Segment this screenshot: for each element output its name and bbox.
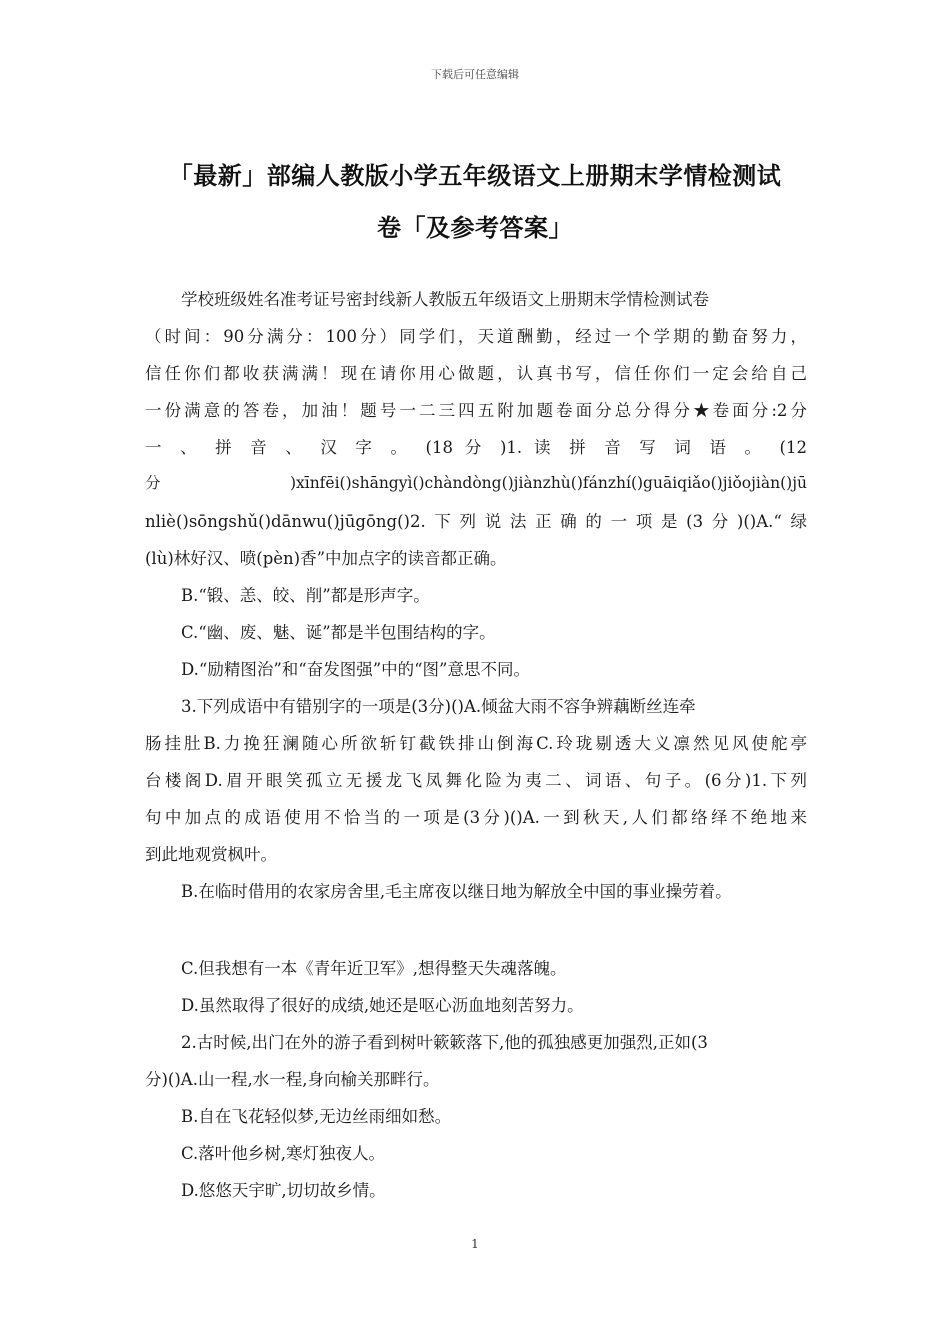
body-line: 3.下列成语中有错别字的一项是(3分)()A.倾盆大雨不容争辨藕断丝连牵 — [181, 697, 696, 716]
body-line: nliè()sōngshǔ()dānwu()jūgōng()2.下列说法正确的一项是(3分)()A.“绿 — [145, 512, 807, 531]
body-line: C.“幽、废、魅、诞”都是半包围结构的字。 — [181, 623, 496, 642]
body-line: D.“励精图治”和“奋发图强”中的“图”意思不同。 — [181, 660, 530, 679]
body-line: 一 、 拼 音 、 汉 字 。 (18 分 )1. 读 拼 音 写 词 语 。 (12 — [145, 438, 807, 457]
document-title-line-2: 卷「及参考答案」 — [377, 214, 573, 242]
header-note: 下载后可任意编辑 — [431, 68, 519, 81]
body-line: 2.古时候,出门在外的游子看到树叶簌簌落下,他的孤独感更加强烈,正如(3 — [181, 1033, 708, 1052]
body-line: D.虽然取得了很好的成绩,她还是呕心沥血地刻苦努力。 — [181, 996, 584, 1015]
body-line: B.“锻、恙、皎、削”都是形声字。 — [181, 586, 430, 605]
body-line: 肠挂肚B.力挽狂澜随心所欲斩钉截铁排山倒海C.玲珑剔透大义凛然见风使舵亭 — [145, 734, 807, 753]
body-line: B.自在飞花轻似梦,无边丝雨细如愁。 — [181, 1107, 452, 1126]
body-line: C.但我想有一本《青年近卫军》,想得整天失魂落魄。 — [181, 959, 567, 978]
document-title-line-1: 「最新」部编人教版小学五年级语文上册期末学情检测试 — [168, 162, 782, 190]
body-line: 分)xīnfēi()shāngyì()chàndòng()jiànzhù()fánzhí()guāiqiǎo()jiǒojiàn()jū — [145, 474, 807, 492]
body-line: （时间：90分满分：100分）同学们，天道酬勤，经过一个学期的勤奋努力， — [145, 327, 807, 346]
body-line: C.落叶他乡树,寒灯独夜人。 — [181, 1144, 386, 1163]
body-line: (lù)林好汉、喷(pèn)香”中加点字的读音都正确。 — [145, 549, 507, 568]
body-line: 分)()A.山一程,水一程,身向榆关那畔行。 — [145, 1070, 440, 1089]
body-line: 句中加点的成语使用不恰当的一项是(3分)()A.一到秋天,人们都络绎不绝地来 — [145, 808, 807, 827]
body-line: 学校班级姓名准考证号密封线新人教版五年级语文上册期末学情检测试卷 — [181, 290, 709, 309]
body-line: 台楼阁D.眉开眼笑孤立无援龙飞凤舞化险为夷二、词语、句子。(6分)1.下列 — [145, 771, 807, 790]
body-line: 信任你们都收获满满！现在请你用心做题，认真书写，信任你们一定会给自己 — [145, 364, 807, 383]
body-line: D.悠悠天宇旷,切切故乡情。 — [181, 1181, 386, 1200]
body-line: 到此地观赏枫叶。 — [145, 845, 277, 864]
body-line: B.在临时借用的农家房舍里,毛主席夜以继日地为解放全中国的事业操劳着。 — [181, 882, 732, 901]
body-line: 一份满意的答卷，加油！题号一二三四五附加题卷面分总分得分★卷面分:2分 — [145, 401, 807, 420]
page-number: 1 — [471, 1237, 479, 1251]
